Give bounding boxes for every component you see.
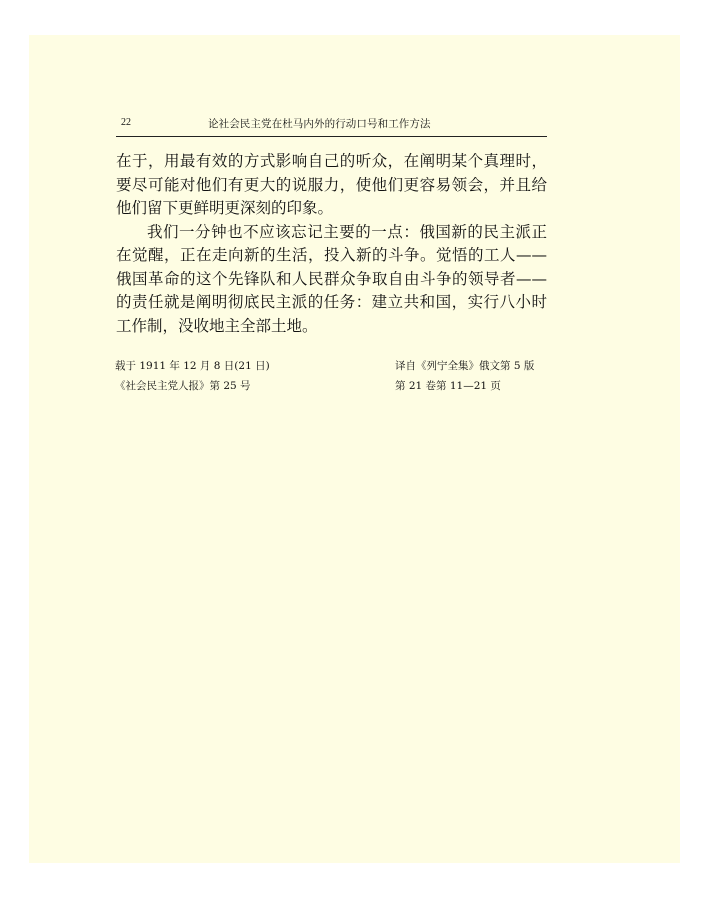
running-title: 论社会民主党在杜马内外的行动口号和工作方法 <box>208 118 431 130</box>
paragraph-continued: 在于，用最有效的方式影响自己的听众，在阐明某个真理时，要尽可能对他们有更大的说服力，使他们更容易领会，并且给他们留下更鲜明更深刻的印象。 <box>116 152 547 217</box>
publication-source: 《社会民主党人报》第 25 号 <box>115 380 251 392</box>
paragraph: 我们一分钟也不应该忘记主要的一点：俄国新的民主派正在觉醒，正在走向新的生活，投入新的斗争。觉悟的工人——俄国革命的这个先锋队和人民群众争取自由斗争的领导者——的责任就是阐明彻底民主派的任务：建立共和国，实行八小时工作制，没收地主全部土地。 <box>116 222 547 335</box>
translation-source: 译自《列宁全集》俄文第 5 版 <box>395 360 535 372</box>
body-text <box>116 150 547 338</box>
publication-date: 载于 1911 年 12 月 8 日(21 日) <box>115 360 270 372</box>
publication-note <box>115 356 270 396</box>
page-number: 22 <box>121 117 131 128</box>
page-header <box>116 116 547 137</box>
translation-note <box>395 356 534 396</box>
translation-pages: 第 21 卷第 11—21 页 <box>395 380 501 392</box>
